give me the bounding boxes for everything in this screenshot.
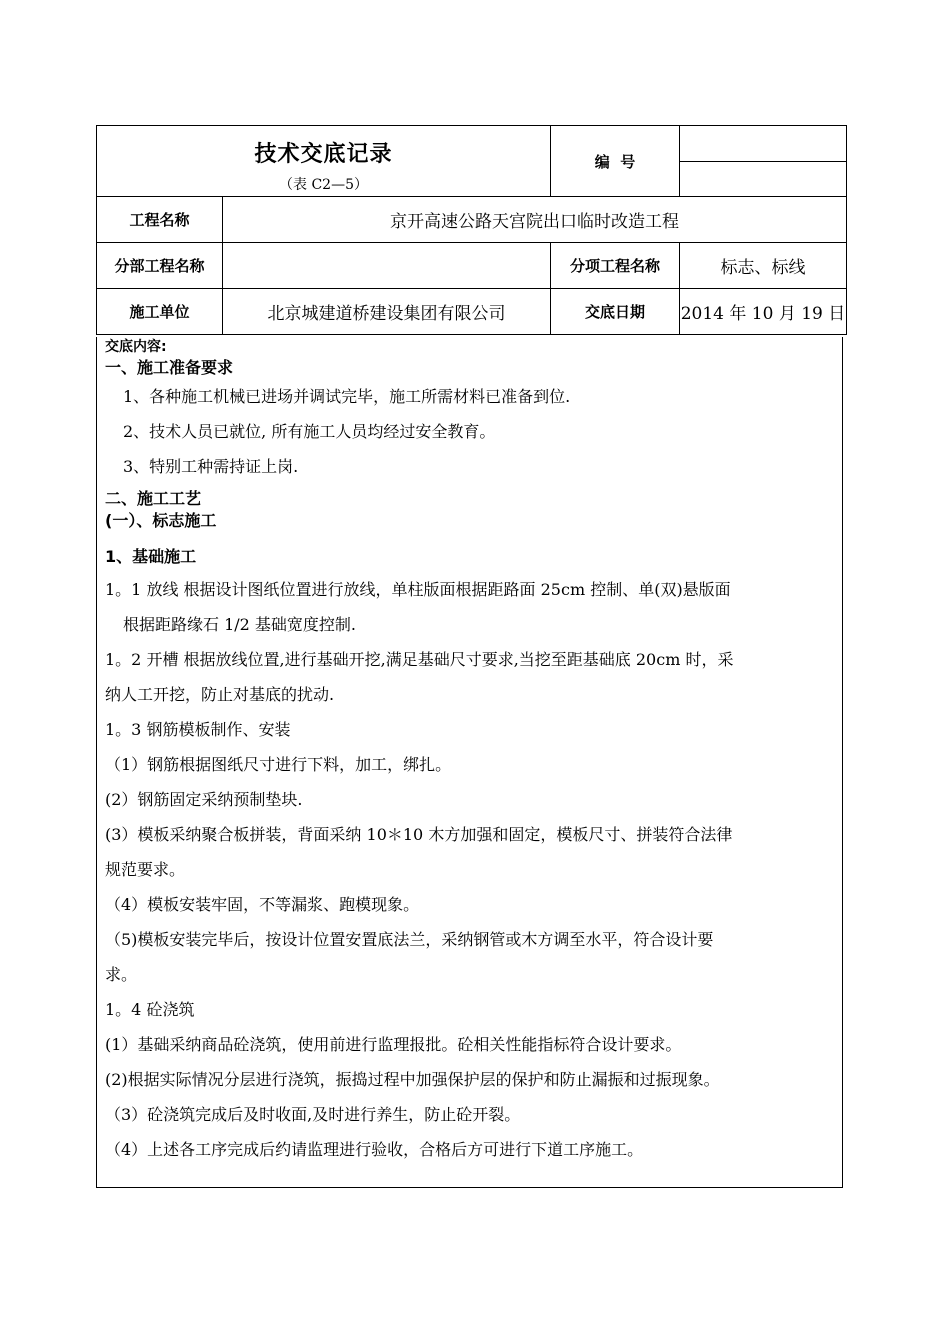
- code-value-top: [680, 127, 846, 162]
- date-value: 2014 年 10 月 19 日: [680, 289, 847, 335]
- sub-project-value: [223, 243, 551, 289]
- section-1-item: 2、技术人员已就位, 所有施工人员均经过安全教育。: [123, 422, 496, 441]
- contractor-label: 施工单位: [97, 289, 223, 335]
- paragraph-1-3-item-cont: 求。: [105, 965, 138, 984]
- section-1-item: 1、各种施工机械已进场并调试完毕，施工所需材料已准备到位.: [123, 387, 571, 406]
- paragraph-1-3: 1。3 钢筋模板制作、安装: [105, 720, 291, 739]
- paragraph-1-3-item: (3）模板采纳聚合板拼装，背面采纳 10＊10 木方加强和固定，模板尺寸、拼装符合法律: [105, 825, 733, 844]
- section-2-title: 二、施工工艺: [105, 489, 202, 508]
- title-cell: [97, 126, 551, 197]
- paragraph-1-1: 1。1 放线 根据设计图纸位置进行放线，单柱版面根据距路面 25cm 控制、单(双)悬版面: [105, 580, 731, 599]
- paragraph-1-2-cont: 纳人工开挖，防止对基底的扰动.: [105, 685, 335, 704]
- date-label: 交底日期: [551, 289, 680, 335]
- item-project-value: 标志、标线: [680, 243, 847, 289]
- code-value-bottom: [680, 162, 846, 196]
- form-subtitle: （表 C2—5）: [279, 176, 368, 193]
- paragraph-1-3-item-cont: 规范要求。: [105, 860, 186, 879]
- project-name-value: 京开高速公路天宫院出口临时改造工程: [223, 197, 847, 243]
- paragraph-1-3-item: (2）钢筋固定采纳预制垫块.: [105, 790, 303, 809]
- section-1-title: 一、施工准备要求: [105, 358, 234, 377]
- technical-disclosure-form: [96, 125, 846, 1188]
- paragraph-1-2: 1。2 开槽 根据放线位置,进行基础开挖,满足基础尺寸要求,当挖至距基础底 20cm 时，采: [105, 650, 734, 669]
- content-label: 交底内容:: [105, 339, 167, 355]
- paragraph-1-4: 1。4 砼浇筑: [105, 1000, 195, 1019]
- contractor-value: 北京城建道桥建设集团有限公司: [223, 289, 551, 335]
- item-project-label: 分项工程名称: [551, 243, 680, 289]
- header-table: [96, 125, 847, 335]
- paragraph-1-4-item: (2)根据实际情况分层进行浇筑，振捣过程中加强保护层的保护和防止漏振和过振现象。: [105, 1070, 720, 1089]
- project-name-label: 工程名称: [97, 197, 223, 243]
- sub-project-label: 分部工程名称: [97, 243, 223, 289]
- paragraph-1-4-item: (1）基础采纳商品砼浇筑，使用前进行监理报批。砼相关性能指标符合设计要求。: [105, 1035, 682, 1054]
- section-1-item: 3、特别工种需持证上岗.: [123, 457, 299, 476]
- paragraph-1-3-item: （1）钢筋根据图纸尺寸进行下料，加工，绑扎。: [105, 755, 452, 774]
- paragraph-1-3-item: （5)模板安装完毕后，按设计位置安置底法兰，采纳钢管或木方调至水平，符合设计要: [105, 930, 714, 949]
- paragraph-1-1-cont: 根据距路缘石 1/2 基础宽度控制.: [123, 615, 357, 634]
- section-2-subtitle: (一）、标志施工: [105, 511, 217, 530]
- code-label: 编 号: [551, 126, 680, 197]
- foundation-heading: 1、基础施工: [105, 547, 197, 566]
- paragraph-1-4-item: （4）上述各工序完成后约请监理进行验收，合格后方可进行下道工序施工。: [105, 1140, 644, 1159]
- code-value-cell: [680, 126, 847, 197]
- form-title: 技术交底记录: [254, 141, 393, 167]
- paragraph-1-4-item: （3）砼浇筑完成后及时收面,及时进行养生，防止砼开裂。: [105, 1105, 521, 1124]
- paragraph-1-3-item: （4）模板安装牢固，不等漏浆、跑模现象。: [105, 895, 420, 914]
- disclosure-content: [96, 337, 843, 1188]
